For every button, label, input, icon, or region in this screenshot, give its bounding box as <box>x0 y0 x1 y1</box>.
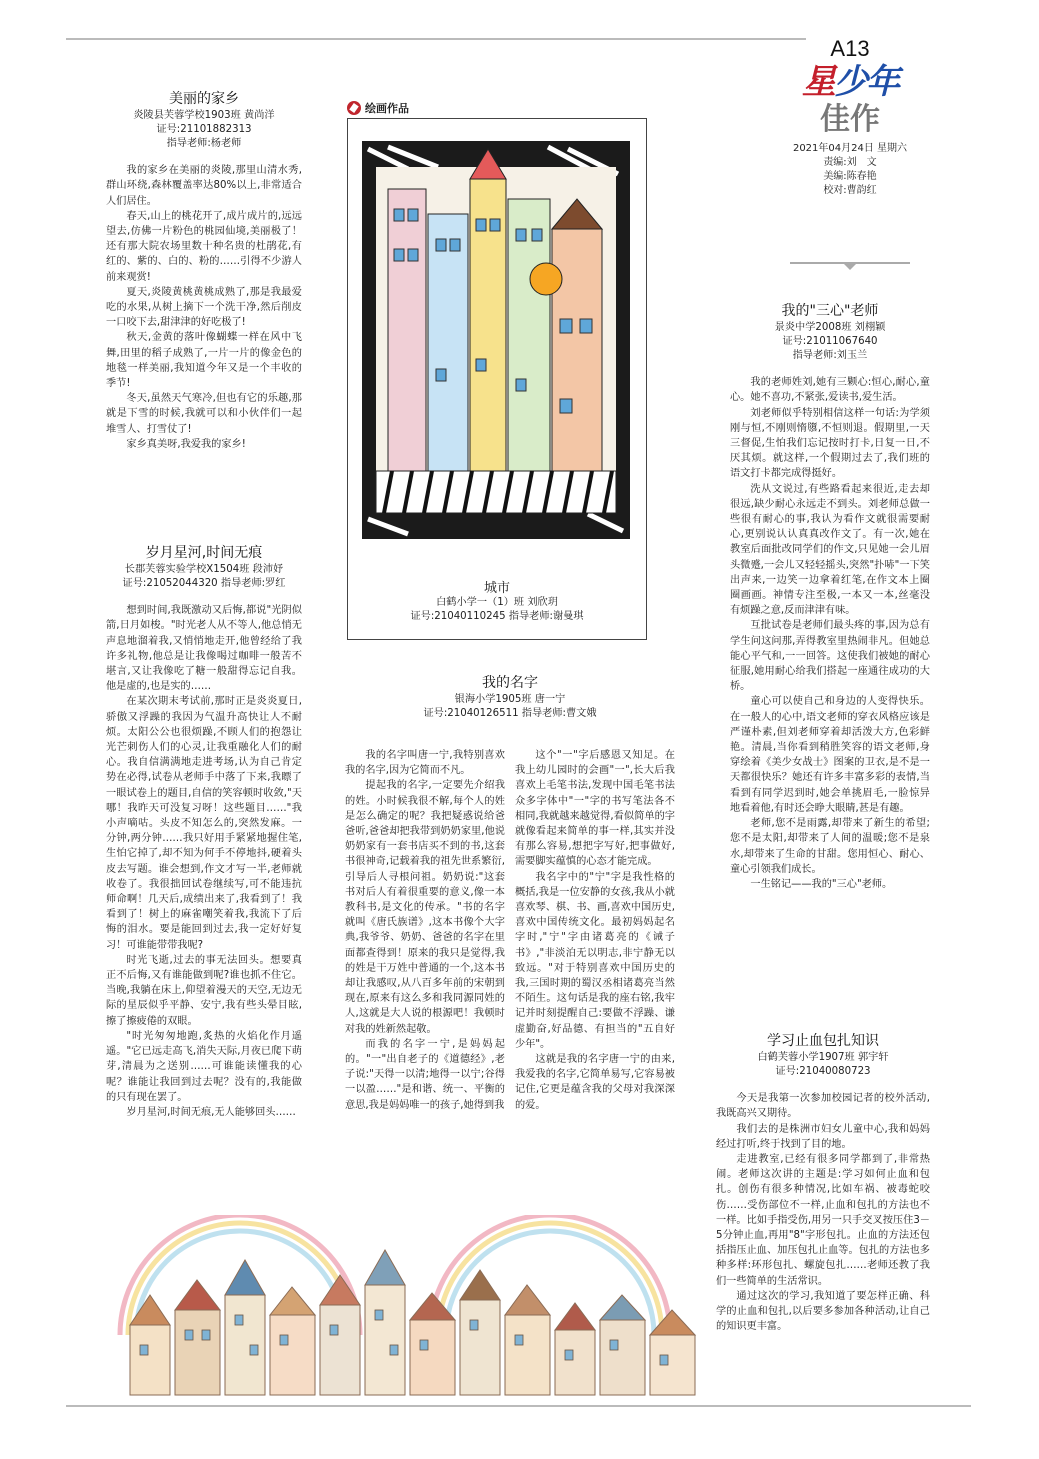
paragraph: 通过这次的学习,我知道了要怎样正确、科学的止血和包扎,以后要多参加各种活动,让自己的知识更丰富。 <box>716 1290 930 1333</box>
artwork-title: 城市 <box>483 581 510 596</box>
top-rule <box>66 38 806 40</box>
article-hometown <box>106 92 302 452</box>
issue-date: 2021年04月24日 星期六 <box>792 143 908 154</box>
paragraph: 我名字中的"宁"字是我性格的概括,我是一位安静的女孩,我从小就喜欢琴、棋、书、画,喜欢中国历史,喜欢中国传统文化。最初妈妈起名字时,"宁"字由诸葛亮的《诫子书》,"非淡泊无以明志,非宁静无以致远。"对于特别喜欢中国历史的我,三国时期的蜀汉丞相诸葛亮当然不陌生。这句话是我的座右铭,我牢记并时刻提醒自己:要做不浮躁、谦虚勤奋,好品德、有担当的"五自好少年"。 <box>515 871 675 1050</box>
paragraph: 童心可以使自己和身边的人变得快乐。在一般人的心中,语文老师的穿衣风格应该是严谨朴素,但刘老师穿着却活泼大方,色彩鲜艳。清晨,当你看到稍胜笑容的语文老师,身穿绘着《美少女战士》图案的卫衣,是不是一天都很快乐？她还有许多丰富多彩的表情,当看到有同学迟到时,她会单挑眉毛,一脸惊异地看着他,有时还会睁大眼睛,甚是有趣。 <box>730 696 930 814</box>
city-painting <box>348 119 644 569</box>
byline-school: 银海小学1905班 唐一宁 <box>454 694 566 706</box>
paragraph: 我们去的是株洲市妇女儿童中心,我和妈妈经过打听,终于找到了目的地。 <box>716 1123 930 1150</box>
paragraph: 刘老师似乎特别相信这样一句话:为学须刚与恒,不刚则惰隳,不恒则退。假期里,一天三督促,生怕我们忘记按时打卡,日复一日,不厌其烦。就这样,一个假期过去了,我们班的语文打卡都完成得挺好。 <box>730 407 930 480</box>
paragraph: 老师,您不是雨露,却带来了新生的希望;您不是太阳,却带来了人间的温暖;您不是泉水,却带来了生命的甘甜。您用恒心、耐心、童心引领我们成长。 <box>730 818 930 875</box>
my-name-column-1 <box>345 748 505 1113</box>
article-title: 学习止血包扎知识 <box>767 1033 879 1049</box>
paragraph: 岁月星河,时间无痕,无人能够回头…… <box>126 1106 296 1118</box>
byline-school: 景炎中学2008班 刘栩颖 <box>774 322 886 334</box>
my-name-column-2 <box>515 748 675 1113</box>
town-illustration <box>100 1215 710 1400</box>
byline-school: 白鹤芙蓉小学1907班 郭宇轩 <box>757 1052 889 1064</box>
masthead <box>780 36 920 198</box>
artwork-frame <box>347 118 647 640</box>
paragraph: 我的老师姓刘,她有三颗心:恒心,耐心,童心。她不喜功,不紧张,爱读书,爱生活。 <box>730 377 930 404</box>
editor: 责编:刘 文 <box>823 157 877 168</box>
masthead-divider <box>790 262 910 264</box>
article-title: 我的"三心"老师 <box>781 303 879 319</box>
proofreader: 校对:曹韵红 <box>823 185 877 196</box>
pencil-icon <box>347 101 361 115</box>
paragraph: 时光飞逝,过去的事无法回头。想要真正不后悔,又有谁能做到呢?谁也抓不住它。当晚,我躺在床上,仰望着漫天的天空,无边无际的星辰似乎平静、安宁,我有些头晕目眩,擦了擦疲倦的双眼。 <box>106 954 302 1027</box>
article-teacher <box>730 304 930 892</box>
byline-id: 证号:21040080723 <box>775 1066 871 1078</box>
paragraph: 这就是我的名字唐一宁的由来,我爱我的名字,它简单易写,它容易被记住,它更是蕴含我的父母对我深深的爱。 <box>515 1054 675 1111</box>
byline-school: 炎陵县芙蓉学校1903班 黄尚洋 <box>133 110 275 122</box>
article-time <box>106 546 302 1120</box>
logo-youth: 少年 <box>834 62 898 102</box>
byline-teacher: 指导老师:杨老师 <box>166 138 242 150</box>
paragraph: 一生铭记——我的"三心"老师。 <box>750 878 893 890</box>
paragraph: 春天,山上的桃花开了,成片成片的,远远望去,仿佛一片粉色的桃园仙境,美丽极了！还有那大院农场里数十种名贵的杜鹃花,有红的、紫的、白的、粉的……引得不少游人前来观赏! <box>106 210 302 283</box>
paragraph: 今天是我第一次参加校园记者的校外活动,我既高兴又期待。 <box>716 1093 930 1120</box>
brand-logo <box>780 62 920 102</box>
byline-id: 证号:21040126511 指导老师:曹文娥 <box>423 708 597 720</box>
paragraph: 夏天,炎陵黄桃黄桃成熟了,那是我最爱吃的水果,从树上摘下一个洗干净,然后削皮一口咬下去,甜津津的好吃极了! <box>106 286 302 329</box>
paragraph: 洗从文说过,有些路看起来很近,走去却很远,缺少耐心永远走不到头。刘老师总做一些很有耐心的事,我认为看作文就很需要耐心,更别说认认真真改作文了。有一次,她在教室后面批改同学们的作文,只见她一会儿眉头微蹙,一会儿又轻轻摇头,突然"扑哧"一下笑出声来,一边笑一边拿着红笔,在作文本上圈圈画画。神情专注至极,一本又一本,丝毫没有烦躁之意,反而津津有味。 <box>730 483 930 617</box>
designer: 美编:陈春艳 <box>823 171 877 182</box>
logo-star: 星 <box>802 62 834 102</box>
artwork-label-text: 绘画作品 <box>365 102 409 115</box>
paragraph: 秋天,金黄的落叶像蝴蝶一样在风中飞舞,田里的稻子成熟了,一片一片的像金色的地毯一样美丽,我知道今年又是一个丰收的季节! <box>106 332 302 390</box>
byline-id: 证号:21101882313 <box>156 124 252 136</box>
article-first-aid <box>716 1034 930 1334</box>
byline-id: 证号:21011067640 <box>782 336 878 348</box>
article-title: 岁月星河,时间无痕 <box>145 545 263 561</box>
byline-school: 长郡芙蓉实验学校X1504班 段沛妤 <box>124 564 284 576</box>
paragraph: 而我的名字一宁,是妈妈起的。"一"出自老子的《道德经》,老子说:"天得一以清;地得一以宁;谷得一以盈……"是和谐、统一、平衡的意思,我是妈妈唯一的孩子,她得到我 <box>345 1038 505 1111</box>
paragraph: 冬天,虽然天气寒冷,但也有它的乐趣,那就是下雪的时候,我就可以和小伙伴们一起堆雪人、打雪仗了! <box>106 393 302 435</box>
artwork-id: 证号:21040110245 指导老师:谢曼琪 <box>410 611 584 622</box>
paragraph: 我的家乡在美丽的炎陵,那里山清水秀,群山环绕,森林覆盖率达80%以上,非常适合人们居住。 <box>106 165 302 207</box>
article-my-name <box>345 676 675 733</box>
bottom-rule <box>66 1405 971 1407</box>
artwork-label <box>347 100 409 116</box>
article-title: 我的名字 <box>482 675 538 691</box>
paragraph: 走进教室,已经有很多同学都到了,非常热闹。老师这次讲的主题是:学习如何止血和包扎。创伤有很多种情况,比如车祸、被毒蛇咬伤……受伤部位不一样,止血和包扎的方法也不一样。比如手指受伤,用另一只手交叉按压住3－5分钟止血,再用"8"字形包扎。止血的方法还包括指压止血、加压包扎止血等。包扎的方法也多种多样:环形包扎、螺旋包扎……老师还教了我们一些简单的生活常识。 <box>716 1154 930 1287</box>
paragraph: 这个"一"字后感恩又知足。在我上幼儿园时的会画"一",长大后我喜欢上毛笔书法,发现中国毛笔书法众多字体中"一"字的书写笔法各不相同,我就越来越觉得,看似简单的字就像看起来简单的事一样,其实并没有那么容易,想把字写好,把事做好,需要脚实蕴慎的心态才能完成。 <box>515 750 675 868</box>
paragraph: "时光匆匆地跑,炙热的火焰化作月遥遥。"它已远走高飞,消失天际,月夜已爬下萌芽,清晨为之送别……可谁能读懂我的心呢？谁能让我回到过去呢？没有的,我能做的只有现在罢了。 <box>106 1030 302 1103</box>
paragraph: 我的名字叫唐一宁,我特别喜欢我的名字,因为它简而不凡。 <box>345 750 505 777</box>
artwork-author: 白鹤小学一（1）班 刘欣玥 <box>436 597 558 608</box>
paragraph: 想到时间,我既激动又后悔,都说"光阴似箭,日月如梭。"时光老人从不等人,他总悄无声息地溜着我,又悄悄地走开,他曾经给了我许多礼物,他总是让我像喝过咖啡一般苦不堪言,又让我像吃了糖一般甜得忘记自我。他是虚的,也是实的…… <box>106 605 302 693</box>
paragraph: 在某次期末考试前,那时正是炎炎夏日,骄傲又浮躁的我因为气温升高快让人不耐烦。太阳公公也很烦躁,不顾人们的抱怨让光芒刺伤人们的心灵,让我重融化人们的耐心。我自信满满地走进考场,认为自己肯定势在必得,试卷从老师手中落了下来,我瞟了一眼试卷上的题目,自信的笑容顿时收敛,"天哪！我昨天可没复习呀！这些题目……"我小声嘀咕。头皮不知怎么的,突然发麻。一分钟,两分钟……我只好用手紧紧地握住笔,生怕它掉了,却不知为何手不停地抖,硬着头皮去写题。谁会想到,作文才写一半,老师就收卷了。我很拙回试卷继续写,可不能违抗师命啊！几天后,成绩出来了,我看到了！我看到了！树上的麻雀嘲笑着我,我流下了后悔的泪水。要是能回到过去,我一定好好复习！可谁能带带我呢? <box>106 696 302 951</box>
paragraph: 家乡真美呀,我爱我的家乡! <box>126 438 246 450</box>
byline-id: 证号:21052044320 指导老师:罗红 <box>122 578 286 590</box>
section-title: 佳作 <box>820 102 880 137</box>
article-title: 美丽的家乡 <box>169 91 239 107</box>
byline-teacher: 指导老师:刘玉兰 <box>792 350 868 362</box>
paragraph: 互批试卷是老师们最头疼的事,因为总有学生问这问那,弄得教室里热闹非凡。但她总能心平气和,一一回答。这使我们被她的耐心征服,她用耐心给我们搭起一座通往成功的大桥。 <box>730 620 930 693</box>
page-number: A13 <box>830 36 870 61</box>
paragraph: 提起我的名字,一定要先介绍我的姓。小时候我很不解,每个人的姓是怎么确定的呢？我把疑惑说给爸爸听,爸爸却把我带到奶奶家里,他说奶奶家有一套书店买不到的书,这套书很神奇,记载着我的祖先世系繁衍,引导后人寻根问祖。奶奶说:"这套书对后人有着很重要的意义,像一本教科书,是文化的传承。"书的名字就叫《唐氏族谱》,这本书像个大字典,我爷爷、奶奶、爸爸的名字在里面都查得到！原来的我只是觉得,我的姓是干万姓中普通的一个,这本书却让我感叹,从八百多年前的宋朝到现在,原来有这么多和我同源同姓的人,这就是大人说的根源吧！我顿时对我的姓新然起敬。 <box>345 780 505 1035</box>
